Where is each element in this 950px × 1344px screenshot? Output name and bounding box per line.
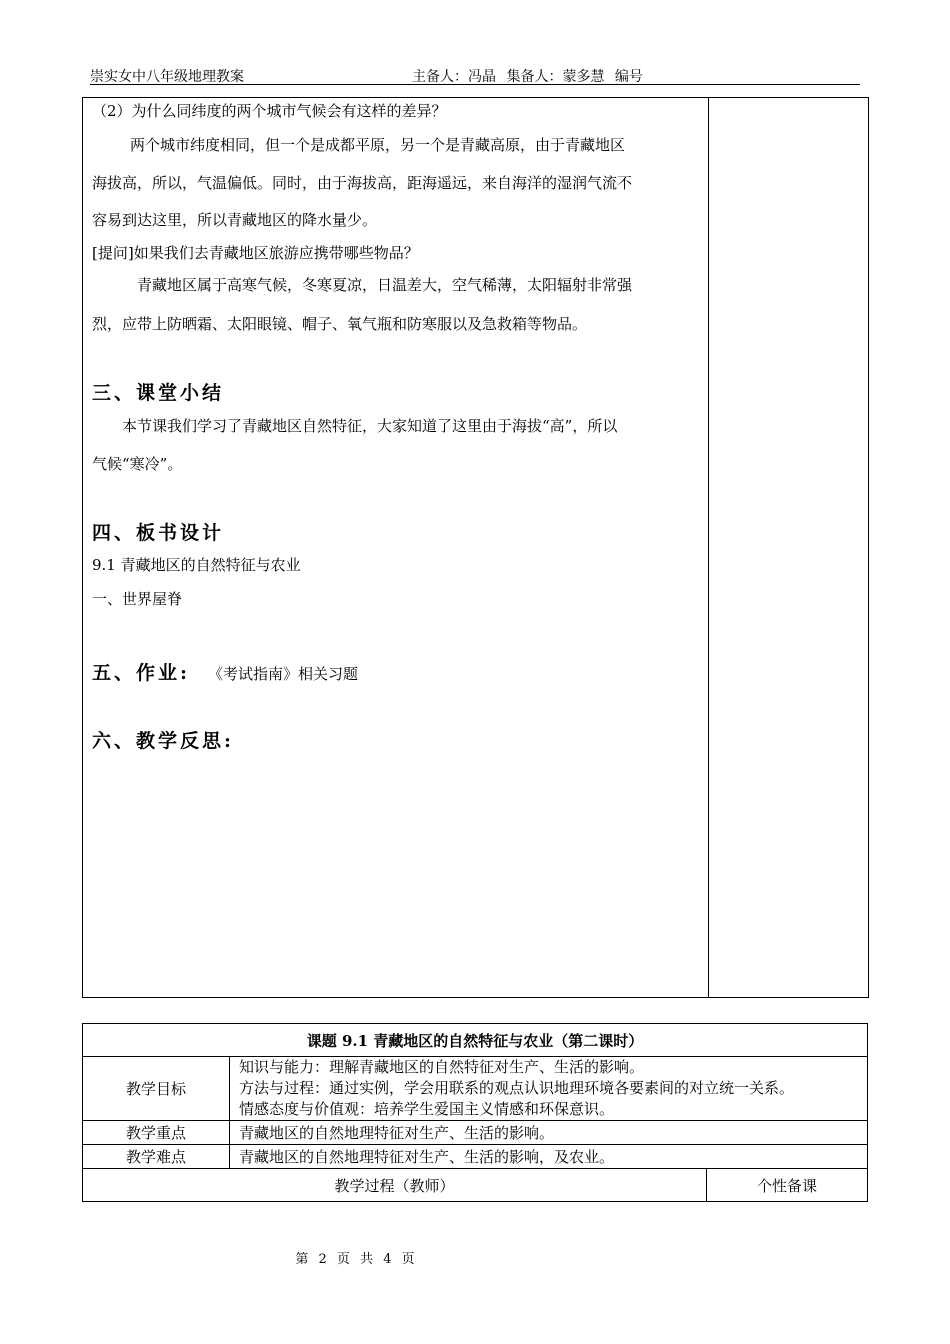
lesson-content-box bbox=[82, 97, 869, 998]
question-2: （2）为什么同纬度的两个城市气候会有这样的差异？ bbox=[92, 102, 447, 120]
page-footer: 第 2 页 共 4 页 bbox=[295, 1252, 415, 1267]
goal-values bbox=[230, 1057, 868, 1121]
page-header bbox=[90, 66, 860, 85]
teacher-question: [提问]如果我们去青藏地区旅游应携带哪些物品？ bbox=[92, 244, 419, 262]
column-divider bbox=[708, 98, 709, 997]
homework-label: 五、作业: bbox=[92, 662, 191, 684]
preparers-info: 主备人：冯晶 集备人：蒙多慧 编号 bbox=[412, 69, 643, 85]
board-line-2: 一、世界屋脊 bbox=[92, 590, 183, 608]
answer-2-line-3: 容易到达这里，所以青藏地区的降水量少。 bbox=[92, 211, 378, 229]
heading-homework bbox=[92, 658, 358, 685]
key-label: 教学重点 bbox=[83, 1121, 230, 1145]
heading-board-design: 四、板书设计 bbox=[92, 522, 225, 544]
summary-line-2: 气候“寒冷”。 bbox=[92, 455, 183, 473]
difficulty-value: 青藏地区的自然地理特征对生产、生活的影响，及农业。 bbox=[230, 1145, 868, 1169]
lesson-info-table bbox=[82, 1023, 868, 1202]
goal-line-2: 方法与过程：通过实例，学会用联系的观点认识地理环境各要素间的对立统一关系。 bbox=[239, 1079, 795, 1097]
heading-reflection: 六、教学反思: bbox=[92, 730, 235, 752]
goal-label: 教学目标 bbox=[83, 1057, 230, 1121]
answer-line-2: 烈，应带上防晒霜、太阳眼镜、帽子、氧气瓶和防寒服以及急救箱等物品。 bbox=[92, 315, 588, 333]
answer-line-1: 青藏地区属于高寒气候，冬寒夏凉，日温差大，空气稀薄，太阳辐射非常强 bbox=[137, 276, 633, 294]
school-title: 崇实女中八年级地理教案 bbox=[90, 69, 244, 85]
answer-2-line-2: 海拔高，所以，气温偏低。同时，由于海拔高，距海遥远，来自海洋的湿润气流不 bbox=[92, 174, 633, 192]
personal-prep-header: 个性备课 bbox=[707, 1169, 868, 1202]
lesson-title: 课题 9.1 青藏地区的自然特征与农业（第二课时） bbox=[83, 1024, 868, 1057]
goal-line-3: 情感态度与价值观：培养学生爱国主义情感和环保意识。 bbox=[239, 1100, 615, 1118]
goal-line-1: 知识与能力：理解青藏地区的自然特征对生产、生活的影响。 bbox=[239, 1058, 645, 1076]
homework-text: 《考试指南》相关习题 bbox=[208, 665, 359, 683]
key-value: 青藏地区的自然地理特征对生产、生活的影响。 bbox=[230, 1121, 868, 1145]
difficulty-label: 教学难点 bbox=[83, 1145, 230, 1169]
answer-2-line-1: 两个城市纬度相同，但一个是成都平原，另一个是青藏高原，由于青藏地区 bbox=[130, 136, 626, 154]
heading-summary: 三、课堂小结 bbox=[92, 382, 225, 404]
process-header: 教学过程（教师） bbox=[83, 1169, 707, 1202]
summary-line-1: 本节课我们学习了青藏地区自然特征，大家知道了这里由于海拔“高”，所以 bbox=[122, 417, 618, 435]
board-line-1: 9.1 青藏地区的自然特征与农业 bbox=[92, 556, 301, 574]
